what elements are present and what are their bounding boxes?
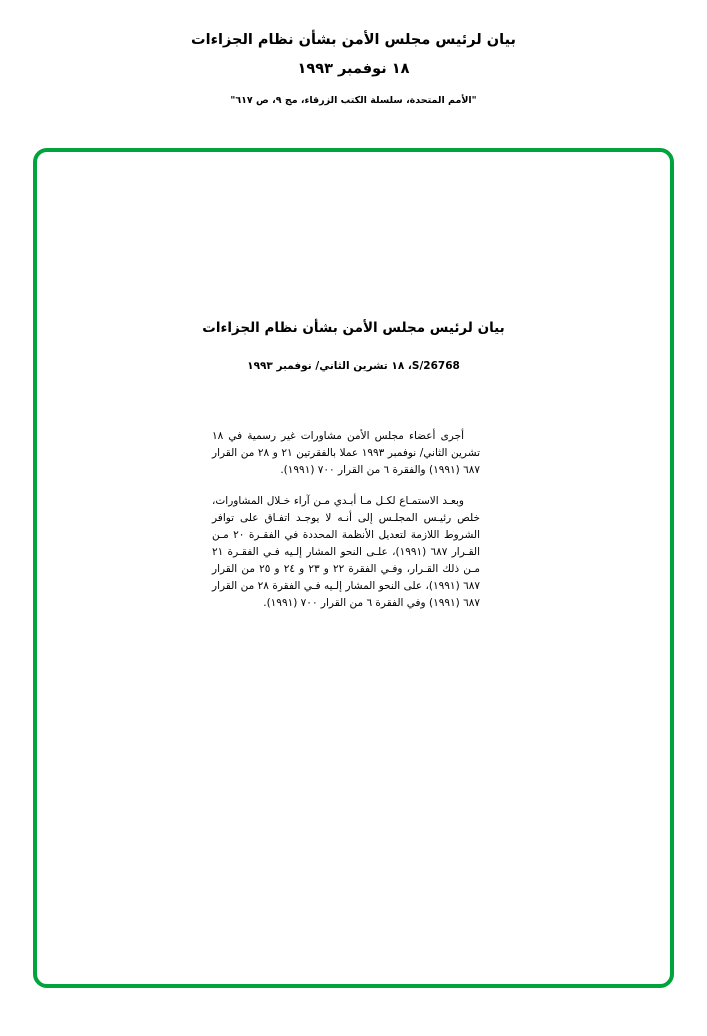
page-header xyxy=(0,30,707,106)
document-symbol-date: S/26768، ١٨ تشرين الثاني/ نوفمبر ١٩٩٣ xyxy=(247,360,460,372)
paragraph-2: وبعـد الاستمـاع لكـل مـا أبـدي مـن آراء خـلال المشاورات، خلص رئيـس المجلـس إلى أنـه لا يوجـد اتفـاق على توافر الشروط اللازمة لتعديل الأنظمة المحددة في الفقـرة ٢٠ مـن القـرار ٦٨٧ (١٩٩١)، علـى النحو المشار إلـيه فـي الفقـرة ٢١ مـن ذلك القـرار، وفـي الفقرة ٢٢ و ٢٣ و ٢٤ و ٢٥ من القرار ٦٨٧ (١٩٩١)، على النحو المشار إلـيه فـي الفقرة ٢٨ من القرار ٦٨٧ (١٩٩١) وفي الفقرة ٦ من القرار ٧٠٠ (١٩٩١). xyxy=(212,495,481,609)
header-source-citation: "الأمم المتحدة، سلسلة الكتب الزرقاء، مج ٩، ص ٦١٧" xyxy=(230,94,477,106)
document-frame xyxy=(33,148,674,988)
paragraph-1: أجرى أعضاء مجلس الأمن مشاورات غير رسمية في ١٨ تشرين الثاني/ نوفمبر ١٩٩٣ عملا بالفقرتين ٢١ و ٢٨ من القرار ٦٨٧ (١٩٩١) والفقرة ٦ من القرار ٧٠٠ (١٩٩١). xyxy=(212,430,481,476)
document-body xyxy=(212,428,480,612)
header-date: ١٨ نوفمبر ١٩٩٣ xyxy=(297,60,410,77)
header-title: بيان لرئيس مجلس الأمن بشأن نظام الجزاءات xyxy=(191,32,516,48)
document-content xyxy=(37,152,670,984)
document-title: بيان لرئيس مجلس الأمن بشأن نظام الجزاءات xyxy=(202,320,505,336)
